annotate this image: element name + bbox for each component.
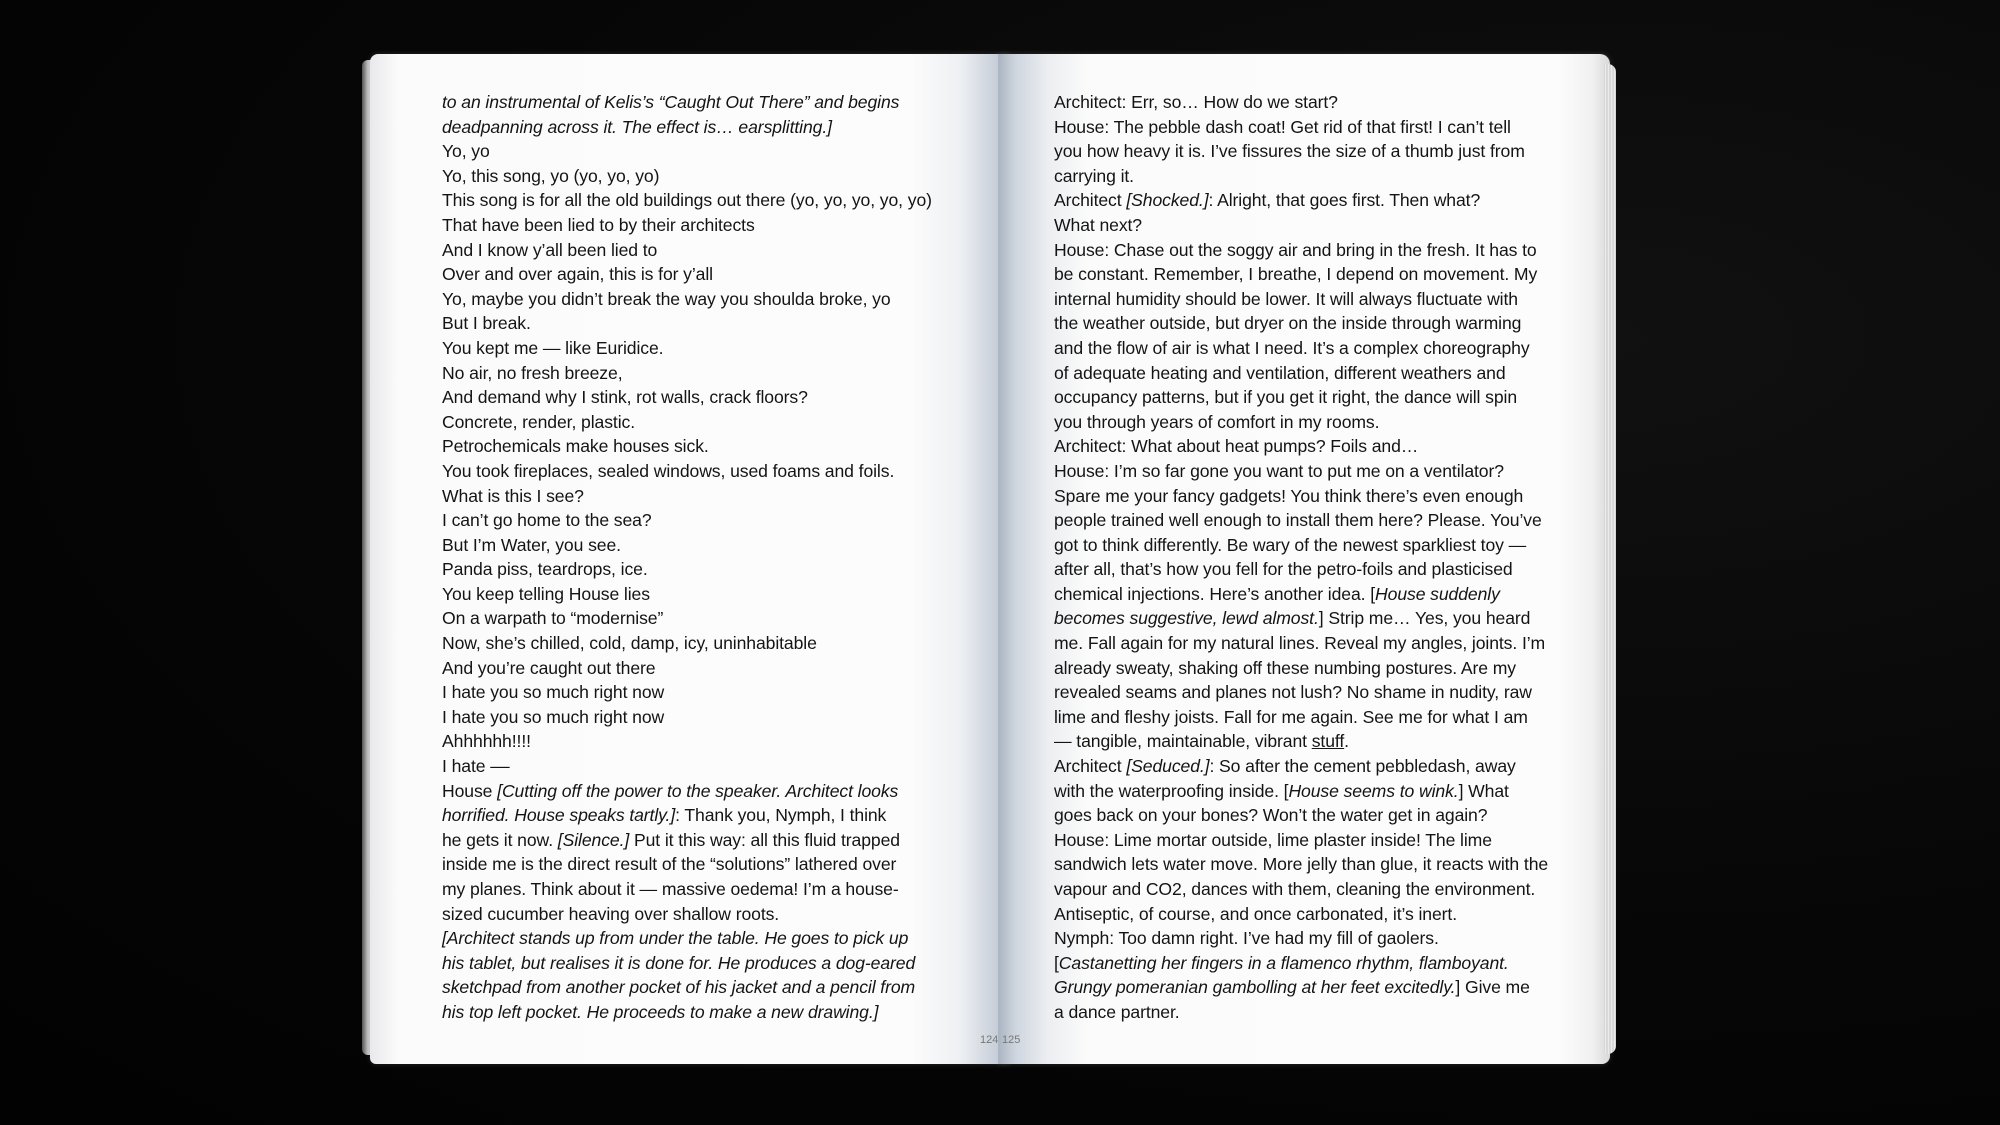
text-line <box>442 434 1002 459</box>
text-segment: be constant. Remember, I breathe, I depend on movement. My <box>1054 264 1538 285</box>
text-line <box>442 975 1002 1000</box>
text-segment: Yo, maybe you didn’t break the way you shoulda broke, yo <box>442 288 891 309</box>
text-segment: [ <box>1054 952 1059 973</box>
text-segment: I hate you so much right now <box>442 706 665 727</box>
text-line <box>442 90 1002 115</box>
text-segment: House: I’m so far gone you want to put me on a ventilator? <box>1054 460 1504 481</box>
text-segment: And demand why I stink, rot walls, crack floors? <box>442 387 808 408</box>
text-line <box>442 188 1002 213</box>
text-line <box>442 115 1002 140</box>
text-segment: [Silence.] <box>557 829 630 850</box>
text-line <box>1054 852 1584 877</box>
text-line <box>442 262 1002 287</box>
text-segment: sketchpad from another pocket of his jacket and a pencil from <box>442 977 916 998</box>
text-line <box>1054 484 1584 509</box>
text-segment: lime and fleshy joists. Fall for me again. See me for what I am <box>1054 706 1528 727</box>
text-segment: House: Lime mortar outside, lime plaster inside! The lime <box>1054 829 1492 850</box>
text-segment: got to think differently. Be wary of the newest sparkliest toy — <box>1054 534 1527 555</box>
text-line <box>442 803 1002 828</box>
text-segment: Yo, this song, yo (yo, yo, yo) <box>442 165 660 186</box>
text-segment: inside me is the direct result of the “solutions” lathered over <box>442 854 897 875</box>
text-line <box>1054 606 1584 631</box>
text-line <box>1054 459 1584 484</box>
text-segment: you how heavy it is. I’ve fissures the size of a thumb just from <box>1054 141 1525 162</box>
text-segment: with the waterproofing inside. [ <box>1054 780 1289 801</box>
text-line <box>1054 90 1584 115</box>
text-line <box>442 213 1002 238</box>
text-segment: he gets it now. <box>442 829 558 850</box>
text-segment: carrying it. <box>1054 165 1134 186</box>
left-page <box>370 54 1010 1064</box>
text-line <box>1054 582 1584 607</box>
left-page-text <box>442 90 1002 1025</box>
text-line <box>1054 238 1584 263</box>
text-segment: Now, she’s chilled, cold, damp, icy, uninhabitable <box>442 633 817 654</box>
text-segment: Panda piss, teardrops, ice. <box>442 559 648 580</box>
text-segment: to an instrumental of Kelis’s “Caught Out There” and begins <box>442 92 900 112</box>
text-segment: [Shocked.] <box>1126 190 1209 211</box>
text-segment: after all, that’s how you fell for the petro-foils and plasticised <box>1054 559 1513 580</box>
text-segment: people trained well enough to install them here? Please. You’ve <box>1054 510 1542 531</box>
text-line <box>442 287 1002 312</box>
text-line <box>1054 533 1584 558</box>
text-segment: chemical injections. Here’s another idea. [ <box>1054 583 1376 604</box>
page-number-right: 125 <box>1002 1034 1021 1046</box>
text-line <box>1054 656 1584 681</box>
text-segment: What next? <box>1054 214 1142 235</box>
text-line <box>442 779 1002 804</box>
text-segment: Architect <box>1054 190 1127 211</box>
text-segment: House seems to wink. <box>1288 780 1459 801</box>
text-line <box>442 410 1002 435</box>
text-line <box>1054 779 1584 804</box>
text-segment: ] What <box>1458 780 1509 801</box>
text-line <box>442 361 1002 386</box>
text-line <box>442 705 1002 730</box>
text-segment: sized cucumber heaving over shallow roots. <box>442 903 780 924</box>
text-line <box>442 508 1002 533</box>
text-segment: Nymph: Too damn right. I’ve had my fill of gaolers. <box>1054 928 1439 949</box>
text-segment: On a warpath to “modernise” <box>442 608 664 629</box>
text-segment: House: The pebble dash coat! Get rid of that first! I can’t tell <box>1054 116 1511 137</box>
text-line <box>1054 213 1584 238</box>
text-line <box>1054 828 1584 853</box>
text-segment: of adequate heating and ventilation, different weathers and <box>1054 362 1506 383</box>
text-line <box>1054 410 1584 435</box>
text-line <box>1054 729 1584 754</box>
open-book <box>370 50 1610 1070</box>
text-segment: What is this I see? <box>442 485 584 506</box>
text-line <box>1054 705 1584 730</box>
text-segment: stuff <box>1311 731 1345 752</box>
text-line <box>1054 1000 1584 1025</box>
text-line <box>442 139 1002 164</box>
text-segment: Over and over again, this is for y’all <box>442 264 713 285</box>
text-segment: his top left pocket. He proceeds to make a new drawing.] <box>442 1001 879 1022</box>
text-segment: Spare me your fancy gadgets! You think there’s even enough <box>1054 485 1524 506</box>
text-line <box>1054 754 1584 779</box>
text-line <box>1054 336 1584 361</box>
text-segment: You keep telling House lies <box>442 583 650 604</box>
text-segment: a dance partner. <box>1054 1001 1180 1022</box>
text-segment: deadpanning across it. The effect is… earsplitting.] <box>442 116 832 137</box>
text-line <box>442 533 1002 558</box>
text-segment: House suddenly <box>1375 583 1500 604</box>
text-segment: Castanetting her fingers in a flamenco rhythm, flamboyant. <box>1058 952 1509 973</box>
text-segment: me. Fall again for my natural lines. Reveal my angles, joints. I’m <box>1054 633 1546 654</box>
page-number-left: 124 <box>980 1034 999 1046</box>
text-segment: [Architect stands up from under the table. He goes to pick up <box>442 928 909 949</box>
text-segment: And I know y’all been lied to <box>442 239 658 260</box>
text-line <box>442 631 1002 656</box>
text-line <box>442 852 1002 877</box>
text-segment: the weather outside, but dryer on the inside through warming <box>1054 313 1522 334</box>
text-line <box>442 336 1002 361</box>
text-segment: And you’re caught out there <box>442 657 656 678</box>
text-segment: I can’t go home to the sea? <box>442 510 652 531</box>
text-line <box>442 311 1002 336</box>
text-segment: House <box>442 780 498 801</box>
text-line <box>442 877 1002 902</box>
text-segment: sandwich lets water move. More jelly than glue, it reacts with the <box>1054 854 1549 875</box>
text-line <box>1054 287 1584 312</box>
text-segment: Petrochemicals make houses sick. <box>442 436 709 457</box>
text-segment: Grungy pomeranian gambolling at her feet excitedly. <box>1054 977 1456 998</box>
text-segment: No air, no fresh breeze, <box>442 362 623 383</box>
text-segment: Concrete, render, plastic. <box>442 411 635 432</box>
text-line <box>1054 508 1584 533</box>
text-segment: : Alright, that goes first. Then what? <box>1208 190 1481 211</box>
text-segment: That have been lied to by their architects <box>442 214 755 235</box>
text-line <box>1054 680 1584 705</box>
text-segment: I hate you so much right now <box>442 682 665 703</box>
text-line <box>1054 877 1584 902</box>
text-line <box>1054 803 1584 828</box>
text-line <box>442 459 1002 484</box>
text-line <box>1054 139 1584 164</box>
text-line <box>1054 115 1584 140</box>
text-line <box>1054 434 1584 459</box>
text-line <box>442 484 1002 509</box>
text-segment: becomes suggestive, lewd almost. <box>1054 608 1319 629</box>
right-page-text <box>1054 90 1584 1025</box>
text-line <box>442 656 1002 681</box>
text-line <box>1054 361 1584 386</box>
text-line <box>1054 902 1584 927</box>
text-line <box>442 828 1002 853</box>
text-line <box>1054 262 1584 287</box>
text-segment: internal humidity should be lower. It will always fluctuate with <box>1054 288 1518 309</box>
text-line <box>442 1000 1002 1025</box>
text-segment: and the flow of air is what I need. It’s a complex choreography <box>1054 337 1530 358</box>
text-line <box>1054 164 1584 189</box>
text-line <box>442 680 1002 705</box>
text-segment: But I break. <box>442 313 531 334</box>
text-segment: You kept me — like Euridice. <box>442 337 664 358</box>
text-segment: House: Chase out the soggy air and bring in the fresh. It has to <box>1054 239 1537 260</box>
text-line <box>442 164 1002 189</box>
text-segment: vapour and CO2, dances with them, cleaning the environment. <box>1054 879 1536 899</box>
text-segment: goes back on your bones? Won’t the water get in again? <box>1054 805 1488 826</box>
text-line <box>442 926 1002 951</box>
text-segment: Yo, yo <box>442 141 490 162</box>
text-segment: my planes. Think about it — massive oedema! I’m a house- <box>442 879 899 899</box>
text-segment: This song is for all the old buildings out there (yo, yo, yo, yo, yo) <box>442 190 932 211</box>
book-edge-right <box>1604 64 1616 1054</box>
text-segment: horrified. House speaks tartly.] <box>442 805 676 826</box>
text-line <box>442 385 1002 410</box>
text-segment: . <box>1344 731 1349 752</box>
text-segment: ] Strip me… Yes, you heard <box>1318 608 1531 629</box>
text-line <box>442 238 1002 263</box>
text-segment: You took fireplaces, sealed windows, used foams and foils. <box>442 460 895 481</box>
text-segment: already sweaty, shaking off these numbing postures. Are my <box>1054 657 1516 678</box>
text-segment: occupancy patterns, but if you get it right, the dance will spin <box>1054 387 1518 408</box>
text-line <box>1054 631 1584 656</box>
text-line <box>442 557 1002 582</box>
text-segment: his tablet, but realises it is done for. He produces a dog-eared <box>442 952 916 973</box>
text-line <box>1054 557 1584 582</box>
text-segment: [Cutting off the power to the speaker. Architect looks <box>497 780 899 801</box>
text-line <box>1054 311 1584 336</box>
text-segment: revealed seams and planes not lush? No shame in nudity, raw <box>1054 682 1532 703</box>
text-segment: I hate –– <box>442 756 510 777</box>
text-segment: But I’m Water, you see. <box>442 534 621 555</box>
text-line <box>442 582 1002 607</box>
text-line <box>1054 385 1584 410</box>
text-line <box>1054 951 1584 976</box>
text-line <box>1054 926 1584 951</box>
text-line <box>442 951 1002 976</box>
text-segment: Put it this way: all this fluid trapped <box>629 829 900 850</box>
right-page <box>998 54 1610 1064</box>
text-segment: Ahhhhhh!!!! <box>442 731 531 752</box>
text-segment: — tangible, maintainable, vibrant <box>1054 731 1312 752</box>
text-line <box>442 754 1002 779</box>
text-segment: [Seduced.] <box>1126 756 1210 777</box>
text-segment: : Thank you, Nymph, I think <box>675 805 887 826</box>
text-segment: Architect: What about heat pumps? Foils and… <box>1054 436 1419 457</box>
text-line <box>442 606 1002 631</box>
text-segment: Architect <box>1054 756 1127 777</box>
text-line <box>442 729 1002 754</box>
text-segment: Antiseptic, of course, and once carbonated, it’s inert. <box>1054 903 1457 924</box>
text-line <box>1054 188 1584 213</box>
text-segment: Architect: Err, so… How do we start? <box>1054 92 1338 112</box>
text-segment: : So after the cement pebbledash, away <box>1209 756 1516 777</box>
text-segment: ] Give me <box>1455 977 1530 998</box>
text-line <box>1054 975 1584 1000</box>
text-segment: you through years of comfort in my rooms. <box>1054 411 1380 432</box>
text-line <box>442 902 1002 927</box>
